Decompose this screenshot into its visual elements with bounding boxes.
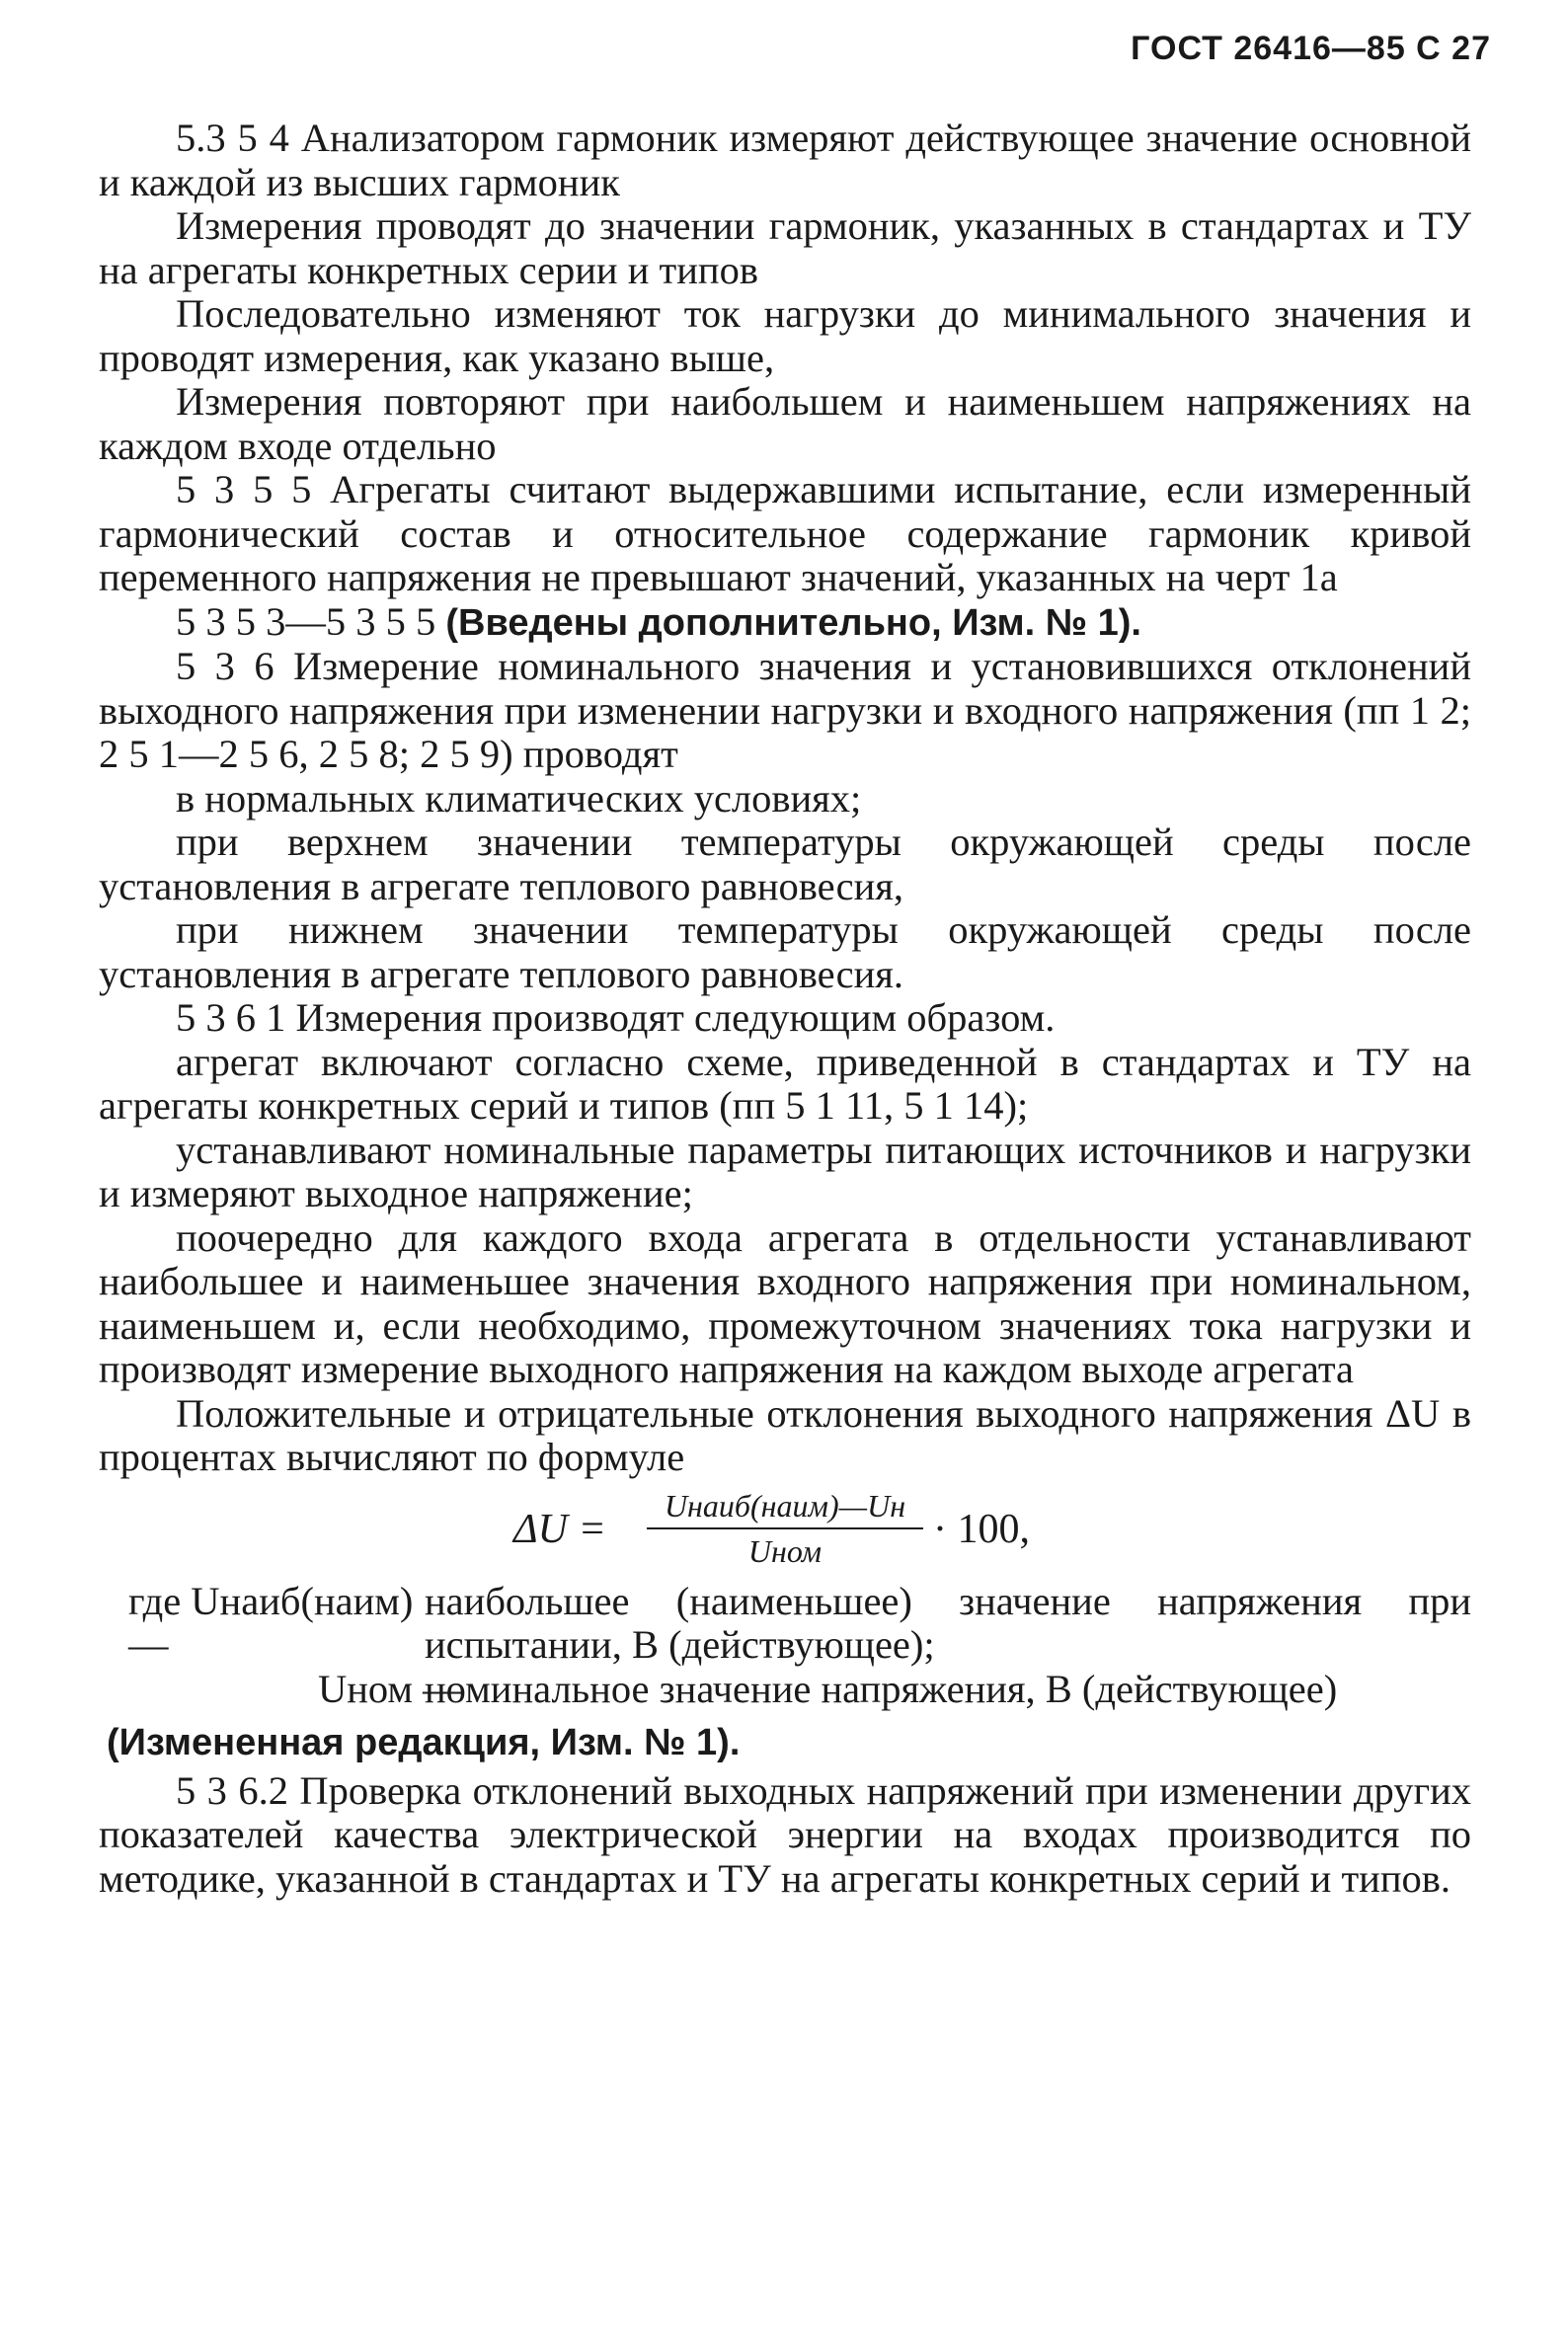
paragraph: поочередно для каждого входа агрегата в отдельности устанавливают наибольшее и наименьшее значения входного напряжения при номинальном, наименьшем и, если необходимо, промежуточном значениях тока нагрузки и производят измерение выходного напряжения на каждом выходе агрегата [99, 1214, 1471, 1391]
paragraph: Положительные и отрицательные отклонения выходного напряжения ΔU в процентах вычисляют по формуле [99, 1390, 1471, 1479]
paragraph-5-3-5-4: 5.3 5 4 Анализатором гармоник измеряют действующее значение основной и каждой из высших гармоник [99, 116, 1471, 204]
definition-1 [99, 1580, 1471, 1668]
paragraph: в нормальных климатических условиях; [176, 775, 862, 821]
paragraph: при нижнем значении температуры окружающей среды после установления в агрегате теплового равновесия. [99, 907, 1471, 996]
definition-term: где Uнаиб(наим) — [128, 1578, 414, 1667]
document-body [99, 117, 1471, 1901]
page-header: ГОСТ 26416—85 С 27 [1131, 30, 1491, 67]
paragraph: при верхнем значении температуры окружающей среды после установления в агрегате теплового равновесия, [99, 820, 1471, 908]
paragraph-5-3-6-2: 5 3 6.2 Проверка отклонений выходных напряжений при изменении других показателей качества электрической энергии на входах производится по методике, указанной в стандартах и ТУ на агрегаты конкретных серий и типов. [99, 1767, 1471, 1901]
definition-desc: номинальное значение напряжения, В (действующее) [425, 1666, 1338, 1711]
paragraph: агрегат включают согласно схеме, приведенной в стандартах и ТУ на агрегаты конкретных серий и типов (пп 5 1 11, 5 1 14); [99, 1039, 1471, 1128]
definition-term: Uном — [318, 1666, 463, 1711]
formula-denominator: Uном [747, 1532, 823, 1569]
paragraph: Последовательно изменяют ток нагрузки до минимального значения и проводят измерения, как указано выше, [99, 291, 1471, 380]
definition-desc: наибольшее (наименьшее) значение напряжения при испытании, В (действующее); [425, 1578, 1471, 1667]
amendment-note-revised: (Измененная редакция, Изм. № 1). [107, 1722, 741, 1763]
paragraph: Измерения проводят до значении гармоник, указанных в стандартах и ТУ на агрегаты конкретных серии и типов [99, 203, 1471, 292]
section-range: 5 3 5 3—5 3 5 5 [176, 598, 436, 644]
formula-numerator: Uнаиб(наим)—Uн [664, 1487, 906, 1524]
paragraph-5-3-6: 5 3 6 Измерение номинального значения и установившихся отклонений выходного напряжения при изменении нагрузки и входного напряжения (пп 1 2; 2 5 1—2 5 6, 2 5 8; 2 5 9) проводят [99, 644, 1471, 776]
formula-fraction [647, 1486, 923, 1571]
fraction-bar [647, 1527, 923, 1529]
amendment-note-introduced: (Введены дополнительно, Изм. № 1). [445, 601, 1141, 644]
deviation-formula [99, 1486, 1471, 1580]
formula-rhs: · 100, [933, 1506, 1030, 1552]
paragraph: устанавливают номинальные параметры питающих источников и нагрузки и измеряют выходное напряжение; [99, 1127, 1471, 1215]
definition-2 [99, 1668, 1471, 1712]
paragraph-5-3-6-1: 5 3 6 1 Измерения производят следующим образом. [176, 995, 1056, 1040]
paragraph-5-3-5-5: 5 3 5 5 Агрегаты считают выдержавшими испытание, если измеренный гармонический состав и относительное содержание гармоник кривой переменного напряжения не превышают значений, указанных на черт 1а [99, 467, 1471, 599]
paragraph: Измерения повторяют при наибольшем и наименьшем напряжениях на каждом входе отдельно [99, 379, 1471, 468]
amendment-intro-line [99, 600, 1471, 646]
formula-lhs: ΔU = [513, 1506, 606, 1552]
